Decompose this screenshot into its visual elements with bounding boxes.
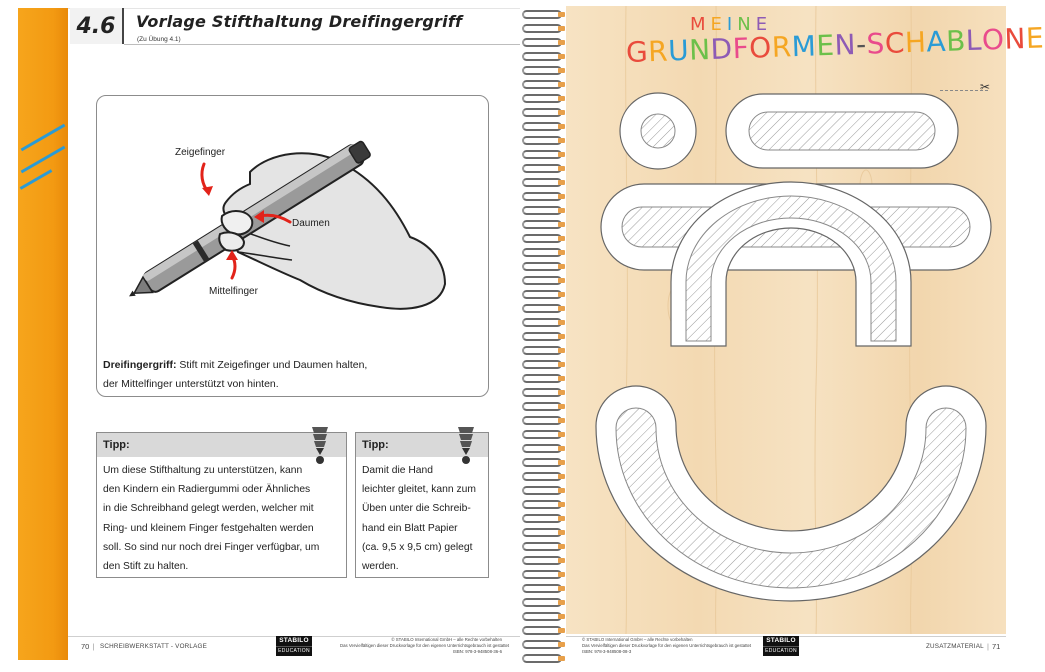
- brand-name: STABILO: [279, 637, 309, 644]
- punch-hole: [558, 390, 565, 395]
- spiral-coil: [522, 514, 562, 523]
- spiral-coil: [522, 374, 562, 383]
- label-index-finger: Zeigefinger: [175, 147, 226, 158]
- heading-letter: S: [866, 26, 886, 61]
- stabilo-logo: [276, 636, 312, 656]
- spiral-coil: [522, 556, 562, 565]
- spiral-coil: [522, 444, 562, 453]
- punch-hole: [558, 530, 565, 535]
- punch-hole: [558, 348, 565, 353]
- tip-line: leichter gleitet, kann zum: [362, 484, 476, 496]
- orange-cover-edge: [18, 8, 68, 660]
- tip-line: (ca. 9,5 x 9,5 cm) gelegt: [362, 541, 473, 553]
- spiral-coil: [522, 122, 562, 131]
- brand-sub: EDUCATION: [763, 646, 799, 655]
- spiral-coil: [522, 276, 562, 285]
- spiral-coil: [522, 94, 562, 103]
- caption-line-1: Stift mit Zeigefinger und Daumen halten,: [176, 359, 368, 371]
- punch-hole: [558, 26, 565, 31]
- punch-hole: [558, 68, 565, 73]
- spiral-coil: [522, 108, 562, 117]
- tip-heading: Tipp:: [97, 433, 346, 457]
- spiral-coil: [522, 80, 562, 89]
- heading-letter: -: [855, 27, 868, 61]
- tip-line: in die Schreibhand gelegt werden, welcher mit: [103, 503, 314, 515]
- shape-templates: [566, 6, 1006, 634]
- page-subtitle: (Zu Übung 4.1): [137, 36, 181, 43]
- punch-hole: [558, 600, 565, 605]
- short-bar-template: [726, 94, 958, 168]
- punch-hole: [558, 474, 565, 479]
- spiral-coil: [522, 24, 562, 33]
- punch-hole: [558, 138, 565, 143]
- punch-hole: [558, 222, 565, 227]
- tip-line: Üben unter die Schreib-: [362, 503, 471, 515]
- heading-letter: R: [647, 34, 669, 69]
- tip-line: hand ein Blatt Papier: [362, 522, 458, 534]
- page-number-text: 70: [81, 642, 90, 651]
- spiral-coil: [522, 262, 562, 271]
- heading-letter: N: [737, 14, 756, 35]
- legal-line: © STABILO International GmbH – alle Rechte vorbehalten: [582, 637, 693, 642]
- tip-line: Um diese Stifthaltung zu unterstützen, kann: [103, 465, 303, 476]
- punch-hole: [558, 110, 565, 115]
- pen-nib-icon: [454, 425, 478, 465]
- punch-hole: [558, 502, 565, 507]
- legal-line: ISBN: 978-3-948508-36-6: [452, 649, 502, 654]
- tip-heading: Tipp:: [356, 433, 488, 457]
- spiral-coil: [522, 416, 562, 425]
- heading-letter: O: [981, 22, 1006, 57]
- punch-hole: [558, 544, 565, 549]
- punch-hole: [558, 642, 565, 647]
- punch-hole: [558, 194, 565, 199]
- punch-hole: [558, 572, 565, 577]
- tip-line: den Stift zu halten.: [103, 561, 189, 573]
- spiral-coil: [522, 570, 562, 579]
- spiral-coil: [522, 626, 562, 635]
- spiral-binding: [520, 6, 564, 668]
- brand-name: STABILO: [766, 637, 796, 644]
- punch-hole: [558, 376, 565, 381]
- spiral-coil: [522, 346, 562, 355]
- label-thumb: Daumen: [292, 218, 330, 229]
- spiral-coil: [522, 654, 562, 663]
- heading-letter: E: [1025, 21, 1045, 56]
- tip-line: werden.: [362, 561, 399, 573]
- punch-hole: [558, 96, 565, 101]
- punch-hole: [558, 362, 565, 367]
- punch-hole: [558, 278, 565, 283]
- spiral-coil: [522, 458, 562, 467]
- tip-line: soll. So sind nur noch drei Finger verfügbar, um: [103, 541, 320, 553]
- label-middle-finger: Mittelfinger: [209, 286, 258, 297]
- punch-hole: [558, 264, 565, 269]
- page-number-text: 71: [991, 642, 1001, 651]
- tip-line: Ring- und kleinem Finger festgehalten werden: [103, 522, 314, 534]
- punch-hole: [558, 488, 565, 493]
- spiral-coil: [522, 472, 562, 481]
- heading-letter: E: [755, 14, 773, 35]
- punch-hole: [558, 54, 565, 59]
- spiral-coil: [522, 52, 562, 61]
- tip-box-eraser: [96, 432, 347, 578]
- heading-letter: H: [904, 25, 928, 60]
- page-number-left: 70 |: [81, 642, 95, 651]
- punch-hole: [558, 418, 565, 423]
- punch-hole: [558, 656, 565, 661]
- heading-letter: M: [690, 14, 711, 35]
- spiral-coil: [522, 640, 562, 649]
- punch-hole: [558, 166, 565, 171]
- spiral-coil: [522, 584, 562, 593]
- heading-letter: D: [709, 32, 734, 67]
- legal-line: Das Vervielfältigen dieser Druckvorlage für den eigenen Unterrichtsgebrauch ist gestattet: [582, 643, 752, 648]
- spiral-coil: [522, 304, 562, 313]
- spiral-coil: [522, 10, 562, 19]
- heading-letter: F: [732, 31, 750, 66]
- punch-hole: [558, 446, 565, 451]
- legal-notice-right: [582, 637, 752, 655]
- punch-hole: [558, 82, 565, 87]
- heading-letter: I: [726, 14, 738, 35]
- legal-line: Das Vervielfältigen dieser Druckvorlage für den eigenen Unterrichtsgebrauch ist gestattet: [340, 643, 510, 648]
- punch-hole: [558, 306, 565, 311]
- spiral-coil: [522, 360, 562, 369]
- spiral-coil: [522, 150, 562, 159]
- heading-letter: M: [791, 29, 817, 64]
- heading-letter: N: [1003, 22, 1027, 56]
- legal-notice-left: [340, 637, 510, 655]
- punch-hole: [558, 432, 565, 437]
- spiral-coil: [522, 430, 562, 439]
- legal-line: © STABILO International GmbH – alle Rechte vorbehalten: [391, 637, 502, 642]
- page-title: Vorlage Stifthaltung Dreifingergriff: [136, 12, 463, 31]
- spiral-coil: [522, 38, 562, 47]
- heading-letter: A: [925, 24, 947, 59]
- spiral-coil: [522, 178, 562, 187]
- punch-hole: [558, 320, 565, 325]
- spiral-coil: [522, 612, 562, 621]
- spiral-coil: [522, 290, 562, 299]
- punch-hole: [558, 208, 565, 213]
- spiral-coil: [522, 220, 562, 229]
- pen-nib-icon: [308, 425, 332, 465]
- chapter-number-box: [70, 8, 124, 44]
- spiral-coil: [522, 234, 562, 243]
- spiral-coil: [522, 388, 562, 397]
- spiral-coil: [522, 598, 562, 607]
- punch-hole: [558, 250, 565, 255]
- spiral-coil: [522, 248, 562, 257]
- heading-letter: B: [945, 24, 967, 58]
- punch-hole: [558, 558, 565, 563]
- heading-letter: U: [667, 33, 690, 68]
- punch-hole: [558, 40, 565, 45]
- heading-letter: E: [815, 28, 836, 63]
- punch-hole: [558, 614, 565, 619]
- punch-hole: [558, 516, 565, 521]
- caption-line-2: der Mittelfinger unterstützt von hinten.: [103, 378, 279, 390]
- spiral-coil: [522, 136, 562, 145]
- punch-hole: [558, 124, 565, 129]
- punch-hole: [558, 12, 565, 17]
- punch-hole: [558, 292, 565, 297]
- tip-line: Damit die Hand: [362, 465, 433, 476]
- circle-template: [620, 93, 696, 169]
- spiral-coil: [522, 528, 562, 537]
- spiral-coil: [522, 192, 562, 201]
- tip-box-paper: [355, 432, 489, 578]
- punch-hole: [558, 404, 565, 409]
- heading-letter: N: [833, 27, 857, 62]
- spiral-coil: [522, 66, 562, 75]
- scissors-icon: ✂: [980, 80, 991, 94]
- legal-line: ISBN: 978-3-948508-08-3: [582, 649, 632, 654]
- spiral-coil: [522, 318, 562, 327]
- punch-hole: [558, 236, 565, 241]
- heading-letter: R: [771, 30, 793, 64]
- punch-hole: [558, 180, 565, 185]
- spiral-coil: [522, 402, 562, 411]
- punch-hole: [558, 628, 565, 633]
- title-rule: [124, 44, 520, 45]
- brand-sub: EDUCATION: [276, 646, 312, 655]
- heading-letter: G: [625, 35, 649, 69]
- punch-hole: [558, 586, 565, 591]
- bowl-template: [596, 386, 986, 601]
- spiral-coil: [522, 542, 562, 551]
- punch-hole: [558, 460, 565, 465]
- footer-section-left: SCHREIBWERKSTATT - VORLAGE: [100, 643, 208, 650]
- footer-section-right: ZUSATZMATERIAL: [926, 643, 984, 650]
- heading-letter: C: [884, 26, 906, 60]
- spiral-coil: [522, 206, 562, 215]
- caption-heading: Dreifingergriff:: [103, 359, 177, 371]
- spiral-coil: [522, 500, 562, 509]
- spiral-coil: [522, 164, 562, 173]
- punch-hole: [558, 152, 565, 157]
- chapter-number: 4.6: [76, 13, 116, 39]
- punch-hole: [558, 334, 565, 339]
- tip-line: den Kindern ein Radiergummi oder Ähnliches: [103, 484, 311, 496]
- heading-letter: O: [748, 30, 773, 65]
- index-arrow-icon: [202, 164, 213, 196]
- spiral-coil: [522, 332, 562, 341]
- spiral-coil: [522, 486, 562, 495]
- heading-letter: L: [965, 23, 983, 58]
- middle-arrow-icon: [226, 250, 238, 278]
- heading-letter: N: [688, 33, 712, 67]
- figure-caption: [103, 356, 463, 394]
- heading-letter: E: [710, 14, 727, 35]
- page-number-right: | 71: [987, 642, 1001, 651]
- stabilo-logo: [763, 636, 799, 656]
